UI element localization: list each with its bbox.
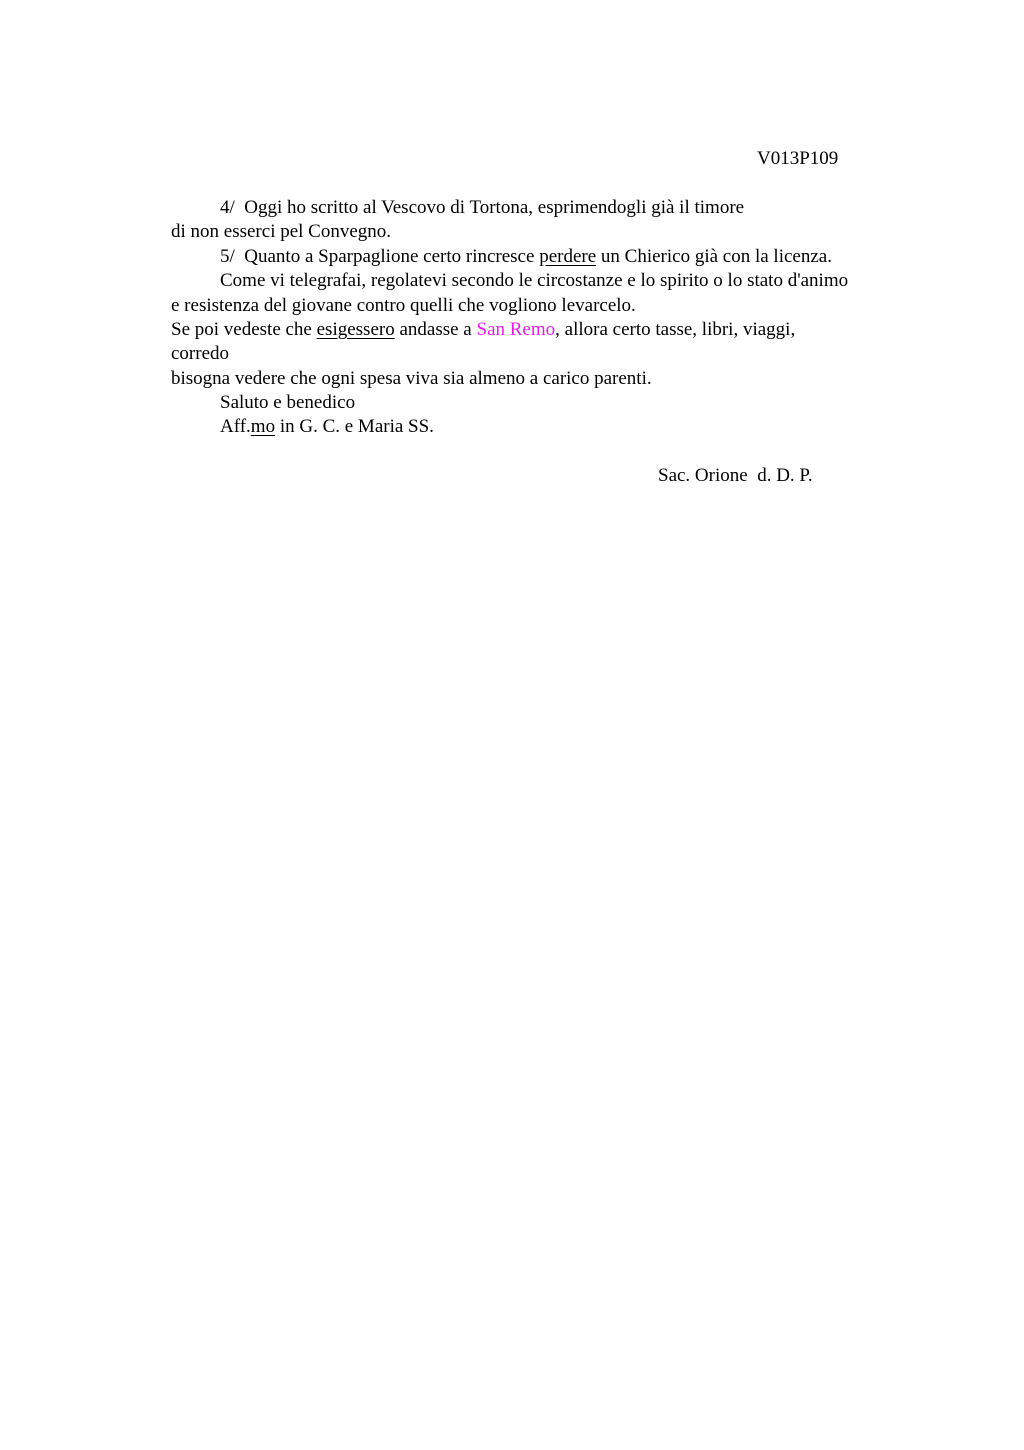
highlighted-place-name: San Remo xyxy=(476,319,556,340)
body-line xyxy=(171,220,391,244)
text-run: 5/ Quanto a Sparpaglione certo rincresce xyxy=(220,246,540,267)
text-run: un Chierico già con la licenza. xyxy=(596,246,832,267)
body-line xyxy=(171,294,636,318)
text-run: Saluto e benedico xyxy=(220,392,356,413)
body-line xyxy=(171,342,229,366)
text-run: andasse a xyxy=(394,319,477,340)
page-id: V013P109 xyxy=(757,148,839,169)
text-run: di non esserci pel Convegno. xyxy=(171,221,392,242)
text-run: Come vi telegrafai, regolatevi secondo le circostanze e lo spirito o lo stato d'animo xyxy=(220,270,849,291)
text-run: e resistenza del giovane contro quelli che vogliono levarcelo. xyxy=(171,295,636,316)
text-run: Aff. xyxy=(220,416,251,437)
underlined-word: mo xyxy=(250,416,276,437)
text-run: in G. C. e Maria SS. xyxy=(275,416,434,437)
text-run: corredo xyxy=(171,343,230,364)
text-run: Se poi vedeste che xyxy=(171,319,317,340)
body-line xyxy=(220,196,744,220)
text-run: bisogna vedere che ogni spesa viva sia almeno a carico parenti. xyxy=(171,368,652,389)
body-line xyxy=(220,269,848,293)
text-run: 4/ Oggi ho scritto al Vescovo di Tortona, esprimendogli già il timore xyxy=(220,197,745,218)
body-line xyxy=(171,318,795,342)
underlined-word: perdere xyxy=(539,246,597,267)
body-line xyxy=(220,391,355,415)
body-line xyxy=(220,245,832,269)
underlined-word: esigessero xyxy=(316,319,395,340)
body-line xyxy=(220,415,434,439)
text-run: , allora certo tasse, libri, viaggi, xyxy=(555,319,796,340)
signature: Sac. Orione d. D. P. xyxy=(658,465,813,486)
body-line xyxy=(171,367,652,391)
